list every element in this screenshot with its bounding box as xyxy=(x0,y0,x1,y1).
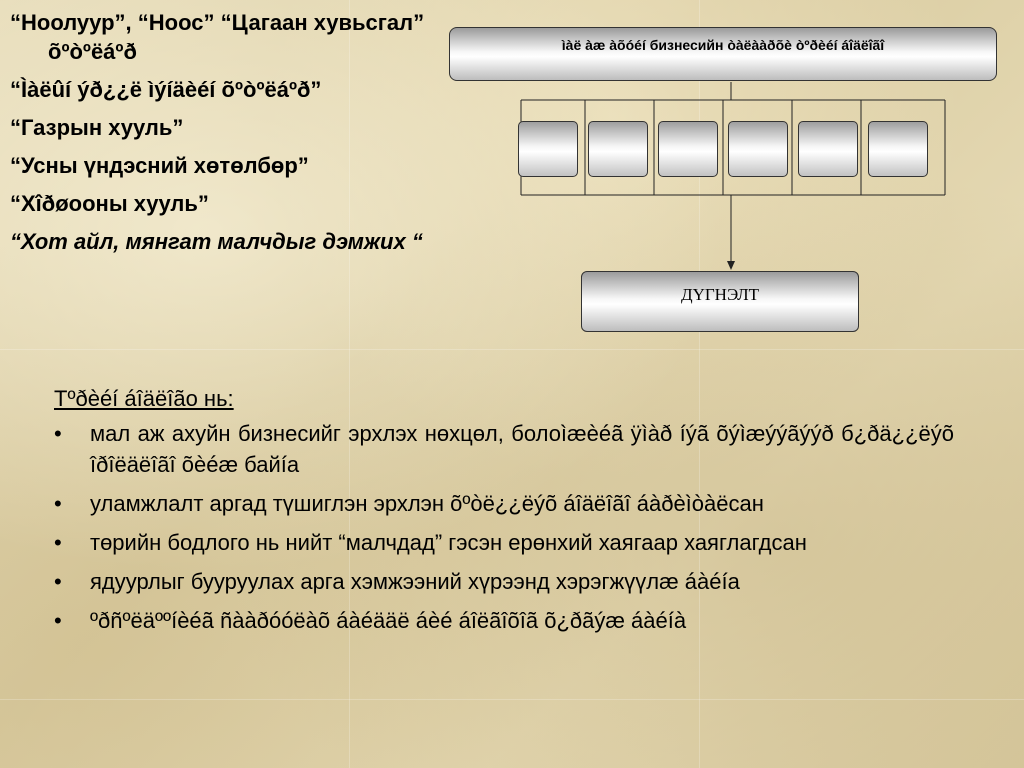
background-seam xyxy=(0,699,1024,700)
bullet-icon: • xyxy=(54,569,62,594)
bullet-icon: • xyxy=(54,491,62,516)
policy-item: “Ноолуур”, “Ноос” “Цагаан хувьсгал” õºòºëáºð xyxy=(10,10,425,64)
bullet-icon: • xyxy=(54,530,62,555)
bullet-icon: • xyxy=(54,608,62,633)
summary-item-text: ядуурлыг бууруулах арга хэмжээний хүрээнд хэрэгжүүлæ áàéíа xyxy=(90,569,740,594)
policy-sub-box xyxy=(798,121,858,177)
summary-item-text: төрийн бодлого нь нийт “малчдад” гэсэн ерөнхий хаягаар хаяглагдсан xyxy=(90,530,807,555)
summary-item xyxy=(54,527,954,558)
policy-item: “Газрын хууль” xyxy=(10,115,184,140)
summary-item-text: мал аж ахуйн бизнесийг эрхлэх нөхцөл, болоìæèéã ÿìàð íýã õýìæýýãýýð б¿ðä¿¿ëýõ îðîëäëîãî õèéæ байíа xyxy=(90,421,954,477)
bullet-icon: • xyxy=(54,421,62,446)
policy-sub-box xyxy=(658,121,718,177)
policy-item: “Усны үндэсний хөтөлбөр” xyxy=(10,153,309,178)
policy-item: “Хот айл, мянгат малчдыг дэмжих “ xyxy=(10,229,423,254)
summary-title: Тºðèéí áîäëîão нь: xyxy=(54,386,234,411)
policy-main-box: ìàë àæ àõóéí бизнесийн òàëààðõè òºðèéí áîäëîãî xyxy=(449,27,997,81)
background-seam xyxy=(0,349,1024,350)
policy-summary xyxy=(54,384,954,644)
summary-item xyxy=(54,488,954,519)
summary-item xyxy=(54,418,954,480)
policy-sub-box xyxy=(588,121,648,177)
policy-sub-box xyxy=(518,121,578,177)
summary-item xyxy=(54,566,954,597)
summary-list xyxy=(54,418,954,636)
conclusion-box: ДҮГНЭЛТ xyxy=(581,271,859,332)
policy-sub-box xyxy=(868,121,928,177)
policy-diagram xyxy=(0,0,1024,340)
policy-item: “Xîðøooны хууль” xyxy=(10,191,209,216)
policy-sub-box xyxy=(728,121,788,177)
summary-item xyxy=(54,605,954,636)
summary-item-text: ºðñºëäººíèéã ñààðóóëàõ áàéääë áèé áîëãîõîã õ¿ðãýæ áàéíà xyxy=(90,608,687,633)
summary-item-text: уламжлалт аргад түшиглэн эрхлэн õºòë¿¿ëýõ áîäëîãî áàðèìòàëсан xyxy=(90,491,764,516)
policy-item: “Ìàëûí ýð¿¿ë ìýíäèéí õºòºëáºð” xyxy=(10,77,322,102)
